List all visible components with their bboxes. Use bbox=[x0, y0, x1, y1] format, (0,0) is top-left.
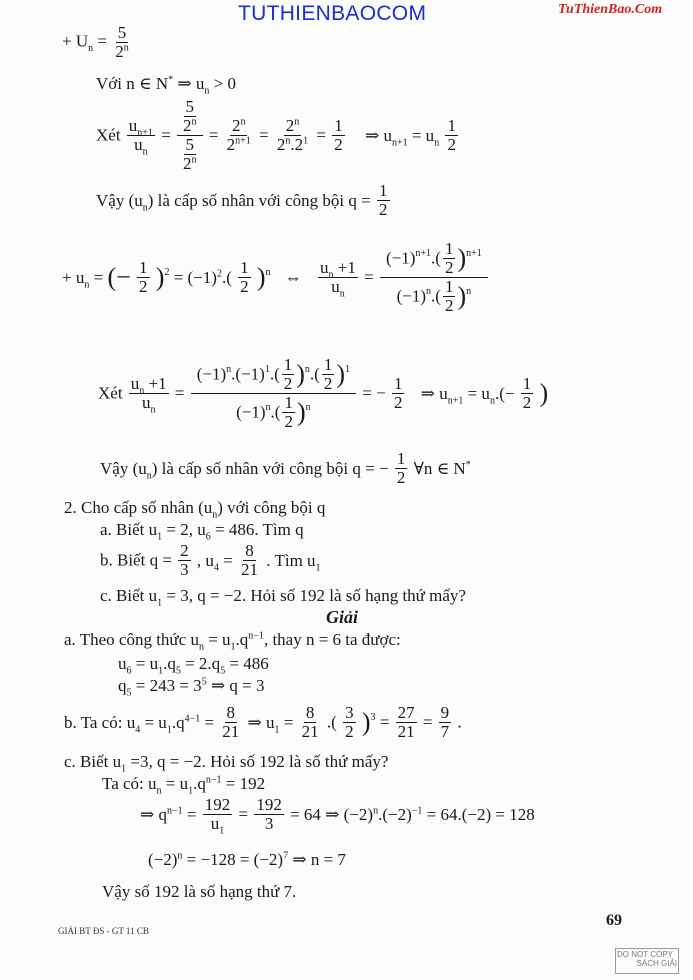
problem-2-title: 2. Cho cấp số nhân $(u_n)$ với công bội q bbox=[64, 498, 326, 521]
footer-book-title: GIẢI BT ĐS - GT 11 CB bbox=[58, 926, 149, 936]
problem-2c: c. Biết $u_1 = 3$, q = −2. Hỏi số 192 là số hạng thứ mấy? bbox=[100, 586, 466, 609]
solution-b: b. Ta có: $u_4 = u_1.q^{4-1}$ = $\frac{8}{21}$ ⇒ $u_1$ = $\frac{8}{21}$ .( $\frac{3}{2}$ )$^3$ = $\frac{27}{21}$ = $\frac{9}{7}$ . bbox=[64, 703, 462, 741]
page-number: 69 bbox=[606, 912, 622, 929]
solution-a-line1: a. Theo công thức $u_n = u_1.q^{n-1}$, thay n = 6 ta được: bbox=[64, 630, 401, 653]
solution-a-line2: $u_6 = u_1.q_5 = 2.q_5 = 486$ bbox=[118, 654, 269, 677]
ratio-formula-1: Xét $\frac{u_{n+1}}{u_n}$ = $\frac{\frac{5}{2^n}}{\frac{5}{2^n}}$ = $\frac{2^n}{2^{n+1}}$ = $\frac{2^n}{2^n.2^1}$ = $\frac{1}{2}$ ⇒ $u_{n+1} = u_n$ $\frac{1}{2}$ bbox=[96, 97, 456, 173]
conclusion-1: Vậy $(u_n)$ là cấp số nhân với công bội q = $\frac{1}{2}$ bbox=[96, 181, 388, 219]
conclusion-2: Vậy $(u_n)$ là cấp số nhân với công bội q = − $\frac{1}{2}$ ∀n ∈ N* bbox=[100, 449, 471, 487]
formula-un-minus-half: + $u_n$ = (− $\frac{1}{2}$ )$^2 = (-1)^2$.( $\frac{1}{2}$ )$^n$ ⇔ $\frac{u_n +1}{u_n}$ = $(-1)^{n+1}$.( $\frac{1}{2}$ )$^{n+1}$ $(-1)^n$.( $\frac{1}{2}$ )$^n$ bbox=[62, 240, 490, 315]
solution-c-conclusion: Vậy số 192 là số hạng thứ 7. bbox=[102, 882, 297, 901]
formula-un-5-over-2n: + $U_n$ = $\frac{5}{2^n}$ bbox=[62, 23, 129, 61]
copy-stamp bbox=[615, 948, 679, 974]
site-header: TUTHIENBAOCOM bbox=[238, 2, 427, 25]
condition-line: Với n ∈ N* ⇒ $u_n > 0$ bbox=[96, 74, 236, 97]
stamp-top-text: DO NOT COPY bbox=[617, 950, 673, 959]
solution-a-line3: $q_5 = 243 = 3^5$ ⇒ q = 3 bbox=[118, 676, 265, 699]
solution-c-line3: ⇒ $q^{n-1}$ = $\frac{192}{u_1}$ = $\frac{192}{3}$ = 64 ⇒ $(-2)^n.(-2)^{-1} = 64.(-2) = 128$ bbox=[140, 795, 535, 837]
ratio-formula-2: Xét $\frac{u_n +1}{u_n}$ = $(-1)^n.(-1)^1$.( $\frac{1}{2}$ )$^n$.( $\frac{1}{2}$ )$^1$ $(-1)^n$.( $\frac{1}{2}$ )$^n$ = − $\frac{1}{2}$ ⇒ $u_{n+1} = u_n.(-$ $\frac{1}{2}$ ) bbox=[98, 355, 549, 431]
watermark-logo: TuThienBao.Com bbox=[558, 2, 663, 17]
problem-2a: a. Biết $u_1 = 2$, $u_6 = 486$. Tìm q bbox=[100, 520, 304, 543]
solution-c-line4: $(-2)^n = -128 = (-2)^7$ ⇒ n = 7 bbox=[148, 850, 346, 869]
problem-2b: b. Biết q = $\frac{2}{3}$ , $u_4$ = $\frac{8}{21}$ . Tìm $u_1$ bbox=[100, 541, 321, 579]
solution-c-line2: Ta có: $u_n = u_1.q^{n-1} = 192$ bbox=[102, 774, 266, 797]
solution-heading: Giải bbox=[326, 607, 359, 627]
solution-c-line1: c. Biết $u_1 =3$, q = −2. Hỏi số 192 là số thứ mấy? bbox=[64, 752, 389, 775]
stamp-bottom-text: SÁCH GIẢI bbox=[636, 959, 677, 968]
